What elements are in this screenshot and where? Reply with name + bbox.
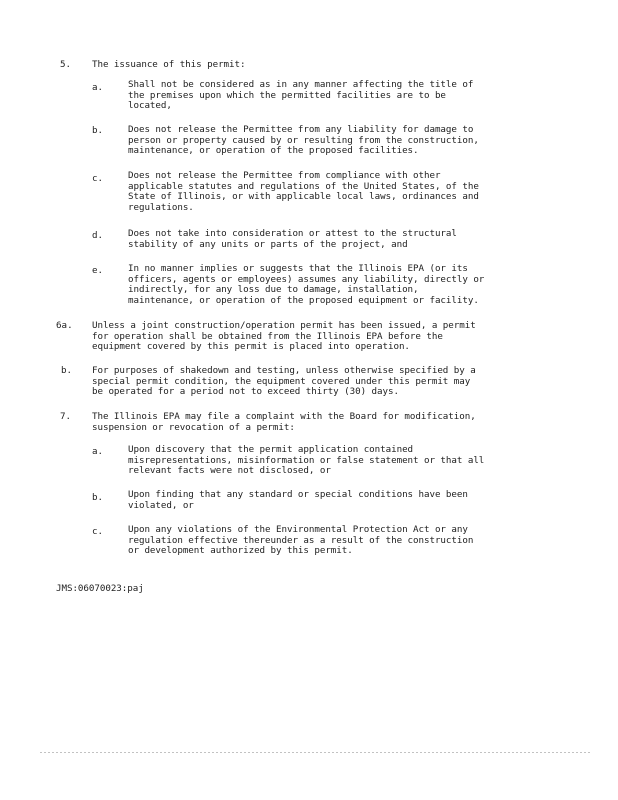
item-5c-letter: c. [92, 173, 104, 184]
item-7c-text: Upon any violations of the Environmental Protection Act or any regulation effective thereunder as a result of the construction or development authorized by this permit. [128, 524, 474, 557]
item-7a-text: Upon discovery that the permit application contained misrepresentations, misinformation or false statement or that all relevant facts were not disclosed, or [128, 444, 485, 477]
item-5b-letter: b. [92, 125, 104, 136]
section-5-number: 5. [60, 59, 72, 70]
section-5-heading: The issuance of this permit: [92, 59, 246, 70]
item-5e-text: In no manner implies or suggests that the Illinois EPA (or its officers, agents or employees) assumes any liability, directly or indirectly, for any loss due to damage, installation, maintenance, or operation of the proposed equipment or facility. [128, 263, 485, 306]
item-7b-text: Upon finding that any standard or special conditions have been violated, or [128, 489, 468, 511]
page-bottom-rule [40, 752, 592, 753]
reference-code: JMS:06070023:paj [56, 583, 144, 594]
item-5c-text: Does not release the Permittee from compliance with other applicable statutes and regulations of the United States, of the State of Illinois, or with applicable local laws, ordinances and regulations. [128, 170, 479, 213]
item-7c-letter: c. [92, 526, 104, 537]
section-6a-text: Unless a joint construction/operation permit has been issued, a permit for operation shall be obtained from the Illinois EPA before the equipment covered by this permit is placed into operation. [92, 320, 476, 353]
section-7-text: The Illinois EPA may file a complaint with the Board for modification, suspension or revocation of a permit: [92, 411, 476, 433]
section-6b-number: b. [61, 365, 73, 376]
section-6a-number: 6a. [56, 320, 73, 331]
item-5a-text: Shall not be considered as in any manner affecting the title of the premises upon which the permitted facilities are to be located, [128, 79, 474, 112]
section-7-number: 7. [60, 411, 72, 422]
item-5b-text: Does not release the Permittee from any liability for damage to person or property caused by or resulting from the construction, maintenance, or operation of the proposed facilities. [128, 124, 479, 157]
item-5d-text: Does not take into consideration or attest to the structural stability of any units or parts of the project, and [128, 228, 457, 250]
item-7a-letter: a. [92, 446, 104, 457]
item-5d-letter: d. [92, 230, 104, 241]
item-5e-letter: e. [92, 265, 104, 276]
section-6b-text: For purposes of shakedown and testing, unless otherwise specified by a special permit condition, the equipment covered under this permit may be operated for a period not to exceed thirty (30) days. [92, 365, 476, 398]
item-7b-letter: b. [92, 492, 104, 503]
item-5a-letter: a. [92, 82, 104, 93]
